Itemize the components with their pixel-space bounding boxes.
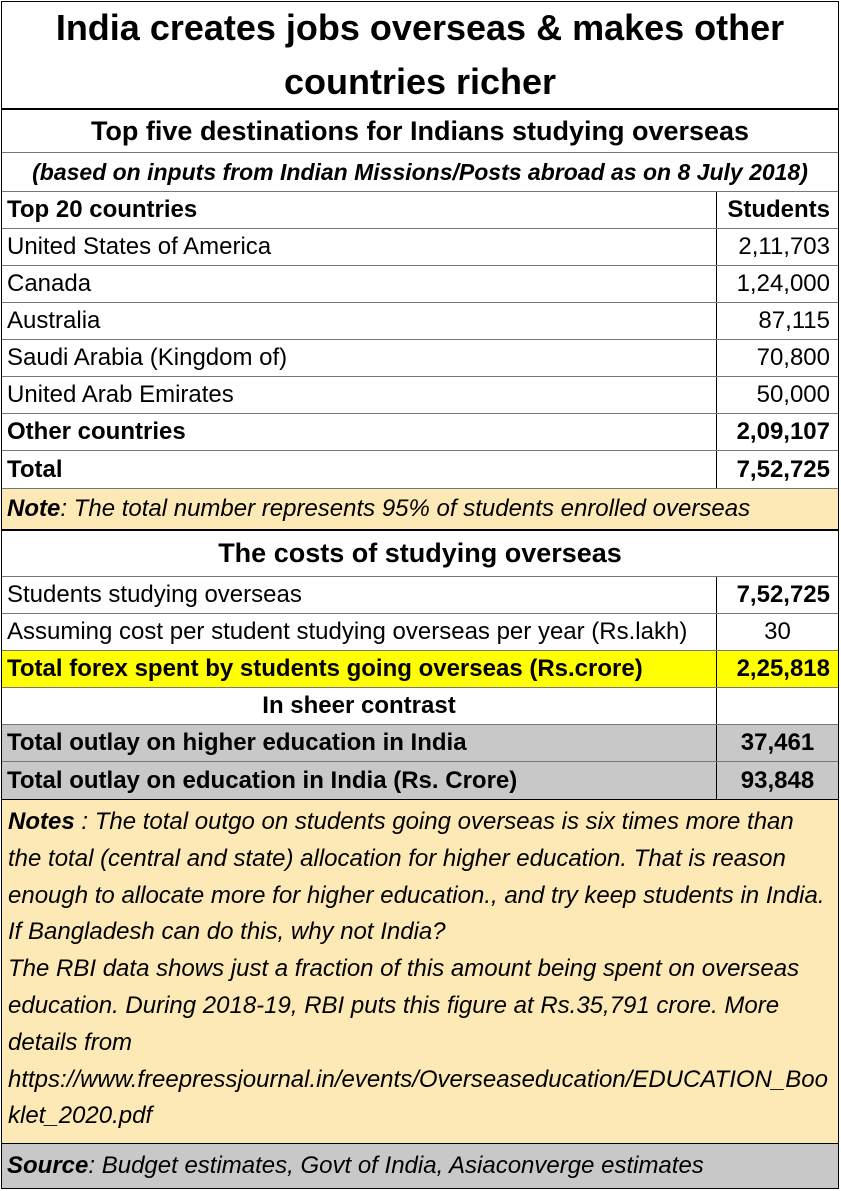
table-row xyxy=(2,340,838,377)
other-countries-value: 2,09,107 xyxy=(716,414,838,450)
higher-education-value: 37,461 xyxy=(716,725,838,761)
total-row xyxy=(2,451,838,489)
total-value: 7,52,725 xyxy=(716,451,838,488)
section2-heading: The costs of studying overseas xyxy=(218,538,622,568)
source-row xyxy=(2,1144,838,1188)
note-text-wrap xyxy=(2,489,838,529)
table-row xyxy=(2,266,838,303)
students-overseas-row xyxy=(2,577,838,614)
source-label: Source xyxy=(7,1152,89,1179)
table-row xyxy=(2,303,838,340)
forex-label: Total forex spent by students going overseas (Rs.crore) xyxy=(7,655,643,682)
table-row xyxy=(2,377,838,414)
section1-subheading: (based on inputs from Indian Missions/Posts abroad as on 8 July 2018) xyxy=(32,158,808,185)
cost-per-student-label: Assuming cost per student studying overseas per year (Rs.lakh) xyxy=(7,618,688,645)
country-name: United States of America xyxy=(7,233,272,260)
column-header-country: Top 20 countries xyxy=(7,196,198,223)
country-name: United Arab Emirates xyxy=(7,381,234,408)
notes-url: https://www.freepressjournal.in/events/Overseaseducation/EDUCATION_Booklet_2020.pdf xyxy=(8,1065,828,1130)
forex-value: 2,25,818 xyxy=(716,651,838,687)
higher-education-label: Total outlay on higher education in India xyxy=(7,729,467,756)
other-countries-label: Other countries xyxy=(7,418,186,445)
total-label: Total xyxy=(7,455,63,483)
source-text-wrap xyxy=(2,1144,838,1188)
cost-per-student-row xyxy=(2,614,838,651)
student-count: 50,000 xyxy=(716,377,838,413)
country-name: Australia xyxy=(7,307,101,334)
country-name: Canada xyxy=(7,270,92,297)
education-row xyxy=(2,762,838,800)
forex-row xyxy=(2,651,838,688)
notes-paragraph-1 xyxy=(8,804,832,951)
note-text: : The total number represents 95% of students enrolled overseas xyxy=(60,495,751,522)
student-count: 1,24,000 xyxy=(716,266,838,302)
section2-heading-row xyxy=(2,531,838,577)
students-overseas-label: Students studying overseas xyxy=(7,581,302,608)
higher-education-row xyxy=(2,725,838,762)
source-text: : Budget estimates, Govt of India, Asiaconverge estimates xyxy=(88,1152,704,1179)
cost-per-student-value: 30 xyxy=(716,614,838,650)
table-row xyxy=(2,229,838,266)
note-row xyxy=(2,489,838,531)
note-label: Note xyxy=(7,495,61,522)
notes-block xyxy=(2,800,838,1144)
education-value: 93,848 xyxy=(716,762,838,799)
other-countries-row xyxy=(2,414,838,451)
table-header-row xyxy=(2,192,838,229)
student-count: 87,115 xyxy=(716,303,838,339)
student-count: 70,800 xyxy=(716,340,838,376)
section1-heading-row xyxy=(2,110,838,153)
student-count: 2,11,703 xyxy=(716,229,838,265)
notes-label: Notes xyxy=(8,808,75,835)
students-overseas-value: 7,52,725 xyxy=(716,577,838,613)
contrast-empty-cell xyxy=(716,688,838,724)
section1-heading: Top five destinations for Indians studying overseas xyxy=(90,115,750,146)
notes-text-1: : The total outgo on students going overseas is six times more than the total (central and state) allocation for higher education. That is reason enough to allocate more for higher education., and try keep students in India. If Bangladesh can do this, why not India? xyxy=(8,808,825,946)
contrast-label: In sheer contrast xyxy=(262,692,456,719)
page-title: India creates jobs overseas & makes other countries richer xyxy=(2,2,838,110)
spreadsheet-table xyxy=(1,1,839,1189)
country-name: Saudi Arabia (Kingdom of) xyxy=(7,344,288,371)
column-header-students: Students xyxy=(716,192,838,228)
section1-subheading-row xyxy=(2,153,838,192)
notes-paragraph-2: The RBI data shows just a fraction of this amount being spent on overseas education. During 2018-19, RBI puts this figure at Rs.35,791 crore. More details from xyxy=(8,955,800,1056)
education-label: Total outlay on education in India (Rs. Crore) xyxy=(7,766,518,794)
contrast-row xyxy=(2,688,838,725)
